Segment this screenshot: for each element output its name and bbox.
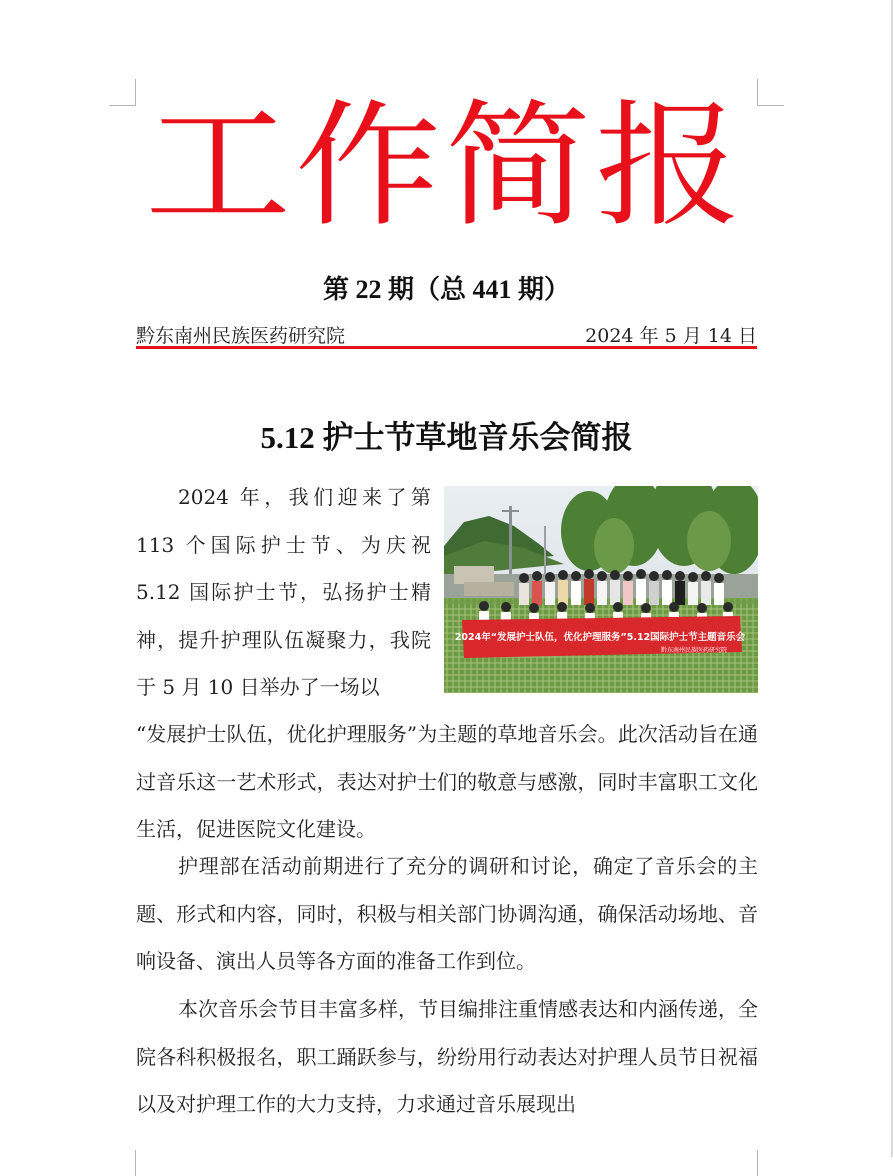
issue-number: 第 22 期（总 441 期）: [322, 275, 570, 304]
paragraph-1-wrapped-text: 2024 年，我们迎来了第 113 个国际护士节、为庆祝 5.12 国际护士节，弘扬护士精神，提升护理队伍凝聚力，我院于 5 月 10 日举办了一场以: [136, 485, 431, 699]
paragraph-3: 本次音乐会节目丰富多样，节目编排注重情感表达和内涵传递，全院各科积极报名，职工踊跃参与，纷纷用行动表达对护理人员节日祝福以及对护理工作的大力支持，力求通过音乐展现出: [136, 997, 758, 1116]
crop-mark-bottom-left: [109, 1150, 136, 1176]
photo-banner-text: 2024年“发展护士队伍，优化护理服务”5.12国际护士节主题音乐会: [454, 632, 746, 643]
paragraph-2: 护理部在活动前期进行了充分的调研和讨论，确定了音乐会的主题、形式和内容，同时，积极与相关部门协调沟通，确保活动场地、音响设备、演出人员等各方面的准备工作到位。: [136, 854, 758, 973]
photo-banner-org: 黔东南州民族医药研究院: [660, 647, 728, 654]
header-line: [136, 320, 757, 348]
event-photo: [444, 486, 758, 693]
crop-mark-bottom-right: [757, 1150, 784, 1176]
masthead-title: 工作简报: [145, 87, 745, 246]
paragraph-1-continued: “发展护士队伍，优化护理服务”为主题的草地音乐会。此次活动旨在通过音乐这一艺术形式，表达对护士们的敬意与感激，同时丰富职工文化生活，促进医院文化建设。: [136, 722, 758, 841]
article-title: 5.12 护士节草地音乐会简报: [260, 420, 633, 455]
red-divider-rule: [136, 346, 757, 349]
paragraph-1-wrapped: [136, 474, 431, 712]
organization-name: 黔东南州民族医药研究院: [136, 324, 346, 347]
issue-date: 2024 年 5 月 14 日: [585, 324, 757, 347]
